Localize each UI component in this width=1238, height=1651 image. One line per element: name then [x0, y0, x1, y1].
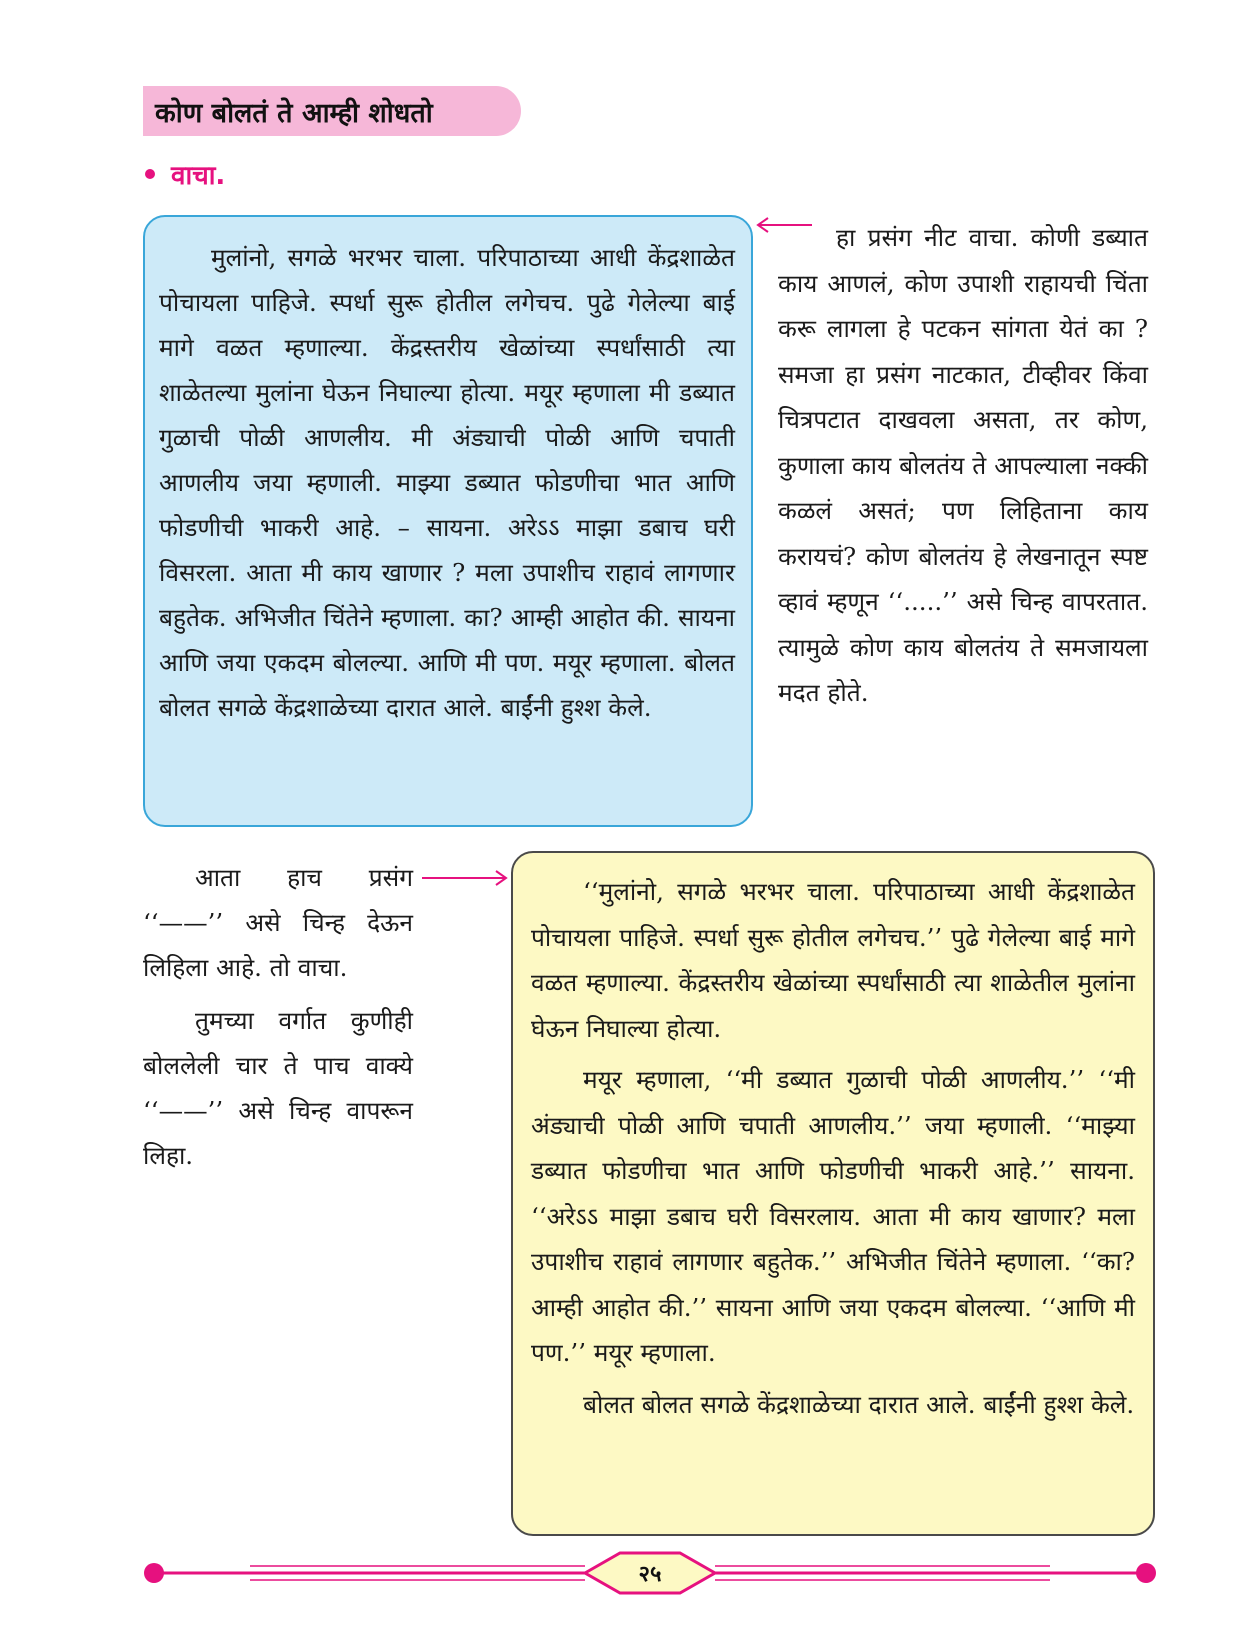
- instruction: [145, 156, 225, 192]
- bullet-icon: [145, 169, 155, 179]
- story-box-plain: [143, 215, 753, 827]
- quoted-paragraph-2: मयूर म्हणाला, ‘‘मी डब्यात गुळाची पोळी आणलीय.’’ ‘‘मी अंड्याची पोळी आणि चपाती आणलीय.’’ जया म्हणाली. ‘‘माझ्या डब्यात फोडणीचा भात आणि फोडणीची भाकरी आहे.’’ सायना. ‘‘अरेऽऽ माझा डबाच घरी विसरलाय. आता मी काय खाणार? मला उपाशीच राहावं लागणार बहुतेक.’’ अभिजीत चिंतेने म्हणाला. ‘‘का? आम्ही आहोत की.’’ सायना आणि जया एकदम बोलल्या. ‘‘आणि मी पण.’’ मयूर म्हणाला.: [531, 1065, 1135, 1367]
- note-exercise: तुमच्या वर्गात कुणीही बोललेली चार ते पाच वाक्ये ‘‘——’’ असे चिन्ह वापरून लिहा.: [143, 1006, 413, 1170]
- story-box-quoted: [511, 851, 1155, 1536]
- instruction-text: वाचा.: [171, 161, 226, 191]
- title-banner: [143, 86, 521, 136]
- story-plain-text: मुलांनो, सगळे भरभर चाला. परिपाठाच्या आधी केंद्रशाळेत पोचायला पाहिजे. स्पर्धा सुरू होतील लगेचच. पुढे गेलेल्या बाई मागे वळत म्हणाल्या. केंद्रस्तरीय खेळांच्या स्पर्धांसाठी त्या शाळेतल्या मुलांना घेऊन निघाल्या होत्या. मयूर म्हणाला मी डब्यात गुळाची पोळी आणलीय. मी अंड्याची पोळी आणि चपाती आणलीय जया म्हणाली. माझ्या डब्यात फोडणीचा भात आणि फोडणीची भाकरी आहे. – सायना. अरेऽऽ माझा डबाच घरी विसरला. आता मी काय खाणार ? मला उपाशीच राहावं लागणार बहुतेक. अभिजीत चिंतेने म्हणाला. का? आम्ही आहोत की. सायना आणि जया एकदम बोलल्या. आणि मी पण. मयूर म्हणाला. बोलत बोलत सगळे केंद्रशाळेच्या दारात आले. बाईंनी हुश्श केले.: [159, 243, 735, 722]
- page-title: कोण बोलतं ते आम्ही शोधतो: [155, 97, 433, 129]
- right-arrow-icon: [420, 868, 510, 888]
- note-intro: आता हाच प्रसंग ‘‘——’’ असे चिन्ह देऊन लिहिला आहे. तो वाचा.: [143, 863, 413, 982]
- quoted-paragraph-1: ‘‘मुलांनो, सगळे भरभर चाला. परिपाठाच्या आधी केंद्रशाळेत पोचायला पाहिजे. स्पर्धा सुरू होतील लगेचच.’’ पुढे गेलेल्या बाई मागे वळत म्हणाल्या. केंद्रस्तरीय खेळांच्या स्पर्धांसाठी त्या शाळेतील मुलांना घेऊन निघाल्या होत्या.: [531, 877, 1135, 1043]
- quoted-paragraph-3: बोलत बोलत सगळे केंद्रशाळेच्या दारात आले. बाईंनी हुश्श केले.: [583, 1389, 1135, 1419]
- explanation-text: हा प्रसंग नीट वाचा. कोणी डब्यात काय आणलं, कोण उपाशी राहायची चिंता करू लागला हे पटकन सांगता येतं का ? समजा हा प्रसंग नाटकात, टीव्हीवर किंवा चित्रपटात दाखवला असता, तर कोण, कुणाला काय बोलतंय ते आपल्याला नक्की कळलं असतं; पण लिहिताना काय करायचं? कोण बोलतंय हे लेखनातून स्पष्ट व्हावं म्हणून ‘‘.....’’ असे चिन्ह वापरतात. त्यामुळे कोण काय बोलतंय ते समजायला मदत होते.: [778, 223, 1148, 707]
- page-footer: [140, 1548, 1160, 1598]
- page-number: २५: [638, 1561, 662, 1587]
- left-notes: [143, 855, 413, 1186]
